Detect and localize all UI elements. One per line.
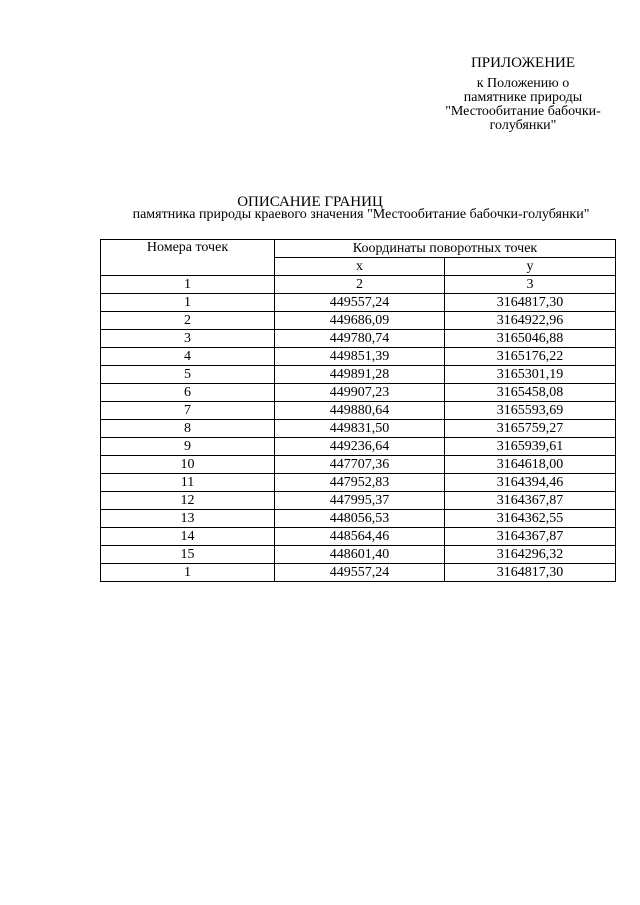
table-row: [101, 384, 616, 402]
x-coordinate-cell: 449851,39: [275, 348, 445, 366]
x-coordinate-cell: 449907,23: [275, 384, 445, 402]
y-coordinate-cell: 3164817,30: [445, 564, 616, 582]
y-coordinate-cell: 3164296,32: [445, 546, 616, 564]
column-number: 2: [275, 276, 445, 294]
appendix-title: ПРИЛОЖЕНИЕ: [470, 55, 576, 71]
appendix-line: к Положению о: [476, 76, 570, 91]
x-coordinate-cell: 449557,24: [275, 294, 445, 312]
table-row: [101, 546, 616, 564]
point-number-cell: 8: [101, 420, 275, 438]
appendix-block: [430, 56, 616, 133]
point-number-cell: 6: [101, 384, 275, 402]
point-number-cell: 10: [101, 456, 275, 474]
coordinates-table: [100, 239, 616, 582]
y-coordinate-cell: 3164817,30: [445, 294, 616, 312]
table-row: [101, 348, 616, 366]
y-coordinate-cell: 3164367,87: [445, 528, 616, 546]
table-row: [101, 330, 616, 348]
point-number-cell: 13: [101, 510, 275, 528]
x-coordinate-cell: 447952,83: [275, 474, 445, 492]
x-coordinate-cell: 448601,40: [275, 546, 445, 564]
x-coordinate-cell: 447707,36: [275, 456, 445, 474]
x-coordinate-cell: 449780,74: [275, 330, 445, 348]
table-row: [101, 312, 616, 330]
table-row: [101, 402, 616, 420]
y-coordinate-cell: 3165593,69: [445, 402, 616, 420]
table-row: [101, 420, 616, 438]
y-coordinate-cell: 3165458,08: [445, 384, 616, 402]
table-header-row: [101, 240, 616, 258]
x-coordinate-cell: 447995,37: [275, 492, 445, 510]
point-number-cell: 12: [101, 492, 275, 510]
table-body: [101, 294, 616, 582]
x-coordinate-cell: 449557,24: [275, 564, 445, 582]
y-coordinate-cell: 3164618,00: [445, 456, 616, 474]
table-row: [101, 492, 616, 510]
y-coordinate-cell: 3165759,27: [445, 420, 616, 438]
table-row: [101, 438, 616, 456]
y-coordinate-cell: 3165301,19: [445, 366, 616, 384]
x-coordinate-cell: 449236,64: [275, 438, 445, 456]
point-number-cell: 15: [101, 546, 275, 564]
point-number-cell: 1: [101, 564, 275, 582]
header-x: x: [275, 258, 445, 276]
point-number-cell: 11: [101, 474, 275, 492]
header-coordinates: Координаты поворотных точек: [275, 240, 616, 258]
x-coordinate-cell: 449880,64: [275, 402, 445, 420]
column-number: 1: [101, 276, 275, 294]
point-number-cell: 9: [101, 438, 275, 456]
y-coordinate-cell: 3164922,96: [445, 312, 616, 330]
appendix-line: голубянки": [489, 118, 557, 133]
point-number-cell: 3: [101, 330, 275, 348]
x-coordinate-cell: 448056,53: [275, 510, 445, 528]
point-number-cell: 7: [101, 402, 275, 420]
y-coordinate-cell: 3164367,87: [445, 492, 616, 510]
y-coordinate-cell: 3165046,88: [445, 330, 616, 348]
table-row: [101, 366, 616, 384]
column-number-row: [101, 276, 616, 294]
table-row: [101, 294, 616, 312]
x-coordinate-cell: 448564,46: [275, 528, 445, 546]
point-number-cell: 2: [101, 312, 275, 330]
point-number-cell: 1: [101, 294, 275, 312]
table-row: [101, 456, 616, 474]
column-number: 3: [445, 276, 616, 294]
y-coordinate-cell: 3164394,46: [445, 474, 616, 492]
table-row: [101, 528, 616, 546]
point-number-cell: 14: [101, 528, 275, 546]
appendix-line: памятнике природы: [463, 90, 583, 105]
document-subtitle: памятника природы краевого значения "Местообитание бабочки-голубянки": [132, 207, 590, 222]
table-row: [101, 510, 616, 528]
y-coordinate-cell: 3164362,55: [445, 510, 616, 528]
header-y: y: [445, 258, 616, 276]
y-coordinate-cell: 3165939,61: [445, 438, 616, 456]
x-coordinate-cell: 449686,09: [275, 312, 445, 330]
table-row: [101, 474, 616, 492]
y-coordinate-cell: 3165176,22: [445, 348, 616, 366]
appendix-line: "Местообитание бабочки-: [445, 104, 601, 119]
x-coordinate-cell: 449831,50: [275, 420, 445, 438]
x-coordinate-cell: 449891,28: [275, 366, 445, 384]
header-points: Номера точек: [101, 240, 275, 276]
point-number-cell: 5: [101, 366, 275, 384]
document-title: ОПИСАНИЕ ГРАНИЦ: [237, 194, 383, 210]
table-row: [101, 564, 616, 582]
point-number-cell: 4: [101, 348, 275, 366]
